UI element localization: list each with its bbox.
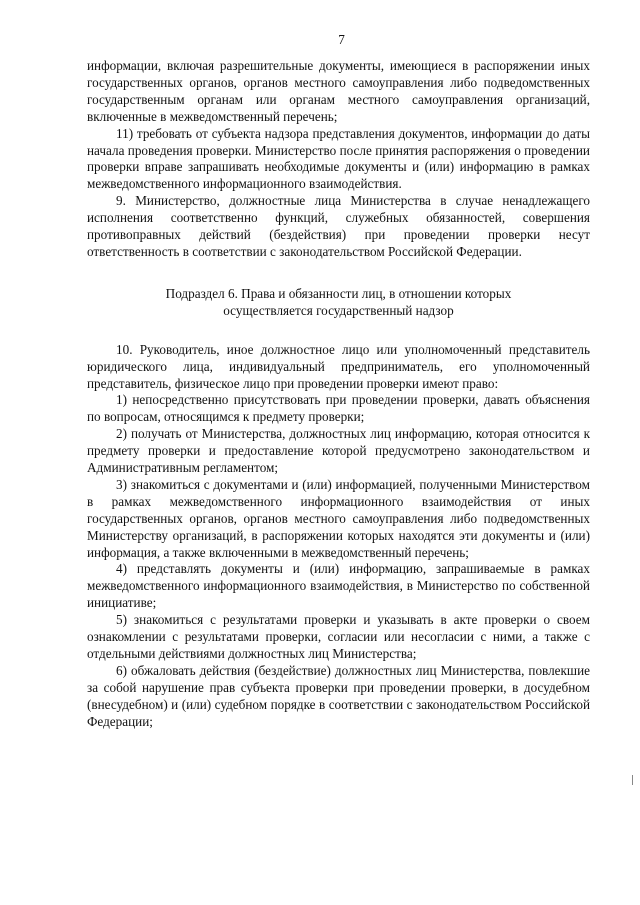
- paragraph-right-3: 3) знакомиться с документами и (или) информацией, полученными Министерством в рамках межведомственного информационного взаимодействия от иных государственных органов, органов местного самоуправления либо подведомственных Министерству организаций, в распоряжении которых находятся эти документы и (или) информация, а также включенными в межведомственный перечень;: [87, 476, 590, 560]
- section-heading-line-1: Подраздел 6. Права и обязанности лиц, в отношении которых: [165, 285, 512, 301]
- paragraph-continuation: информации, включая разрешительные документы, имеющиеся в распоряжении иных государственных органов, органов местного самоуправления либо подведомственных государственным органам или органам местного самоуправления организаций, включенные в межведомственный перечень;: [87, 58, 590, 124]
- document-page: [87, 30, 590, 731]
- page-number: 7: [338, 32, 345, 47]
- paragraph-right-6: 6) обжаловать действия (бездействие) должностных лиц Министерства, повлекшие за собой нарушение прав субъекта проверки при проведении проверки, в досудебном (внесудебном) и (или) судебном порядке в соответствии с законодательством Российской Федерации;: [87, 662, 590, 729]
- paragraph-clause-9: 9. Министерство, должностные лица Министерства в случае ненадлежащего исполнения соответственно функций, служебных обязанностей, совершения противоправных действий (бездействия) при проведении проверки несут ответственность в соответствии с законодательством Российской Федерации.: [87, 193, 590, 259]
- scan-artifact: [632, 775, 633, 785]
- paragraph-item-11: 11) требовать от субъекта надзора представления документов, информации до даты начала проведения проверки. Министерство после принятия распоряжения о проведении проверки вправе запрашивать необходимые документы и (или) информацию в рамках межведомственного информационного взаимодействия.: [87, 125, 590, 192]
- paragraph-right-4: 4) представлять документы и (или) информацию, запрашиваемые в рамках межведомственного информационного взаимодействия, в Министерство по собственной инициативе;: [87, 561, 590, 611]
- section-heading: [87, 286, 590, 320]
- section-heading-line-2: осуществляется государственный надзор: [223, 302, 454, 318]
- paragraph-clause-10: 10. Руководитель, иное должностное лицо или уполномоченный представитель юридического лица, индивидуальный предприниматель, его уполномоченный представитель, физическое лицо при проведении проверки имеют право:: [87, 341, 590, 391]
- paragraph-right-1: 1) непосредственно присутствовать при проведении проверки, давать объяснения по вопросам, относящимся к предмету проверки;: [87, 392, 590, 425]
- paragraph-right-5: 5) знакомиться с результатами проверки и указывать в акте проверки о своем ознакомлении с результатами проверки, согласии или несогласии с ними, а также с отдельными действиями должностных лиц Министерства;: [87, 612, 590, 661]
- paragraph-right-2: 2) получать от Министерства, должностных лиц информацию, которая относится к предмету проверки и предоставление которой предусмотрено законодательством и Административным регламентом;: [87, 426, 590, 476]
